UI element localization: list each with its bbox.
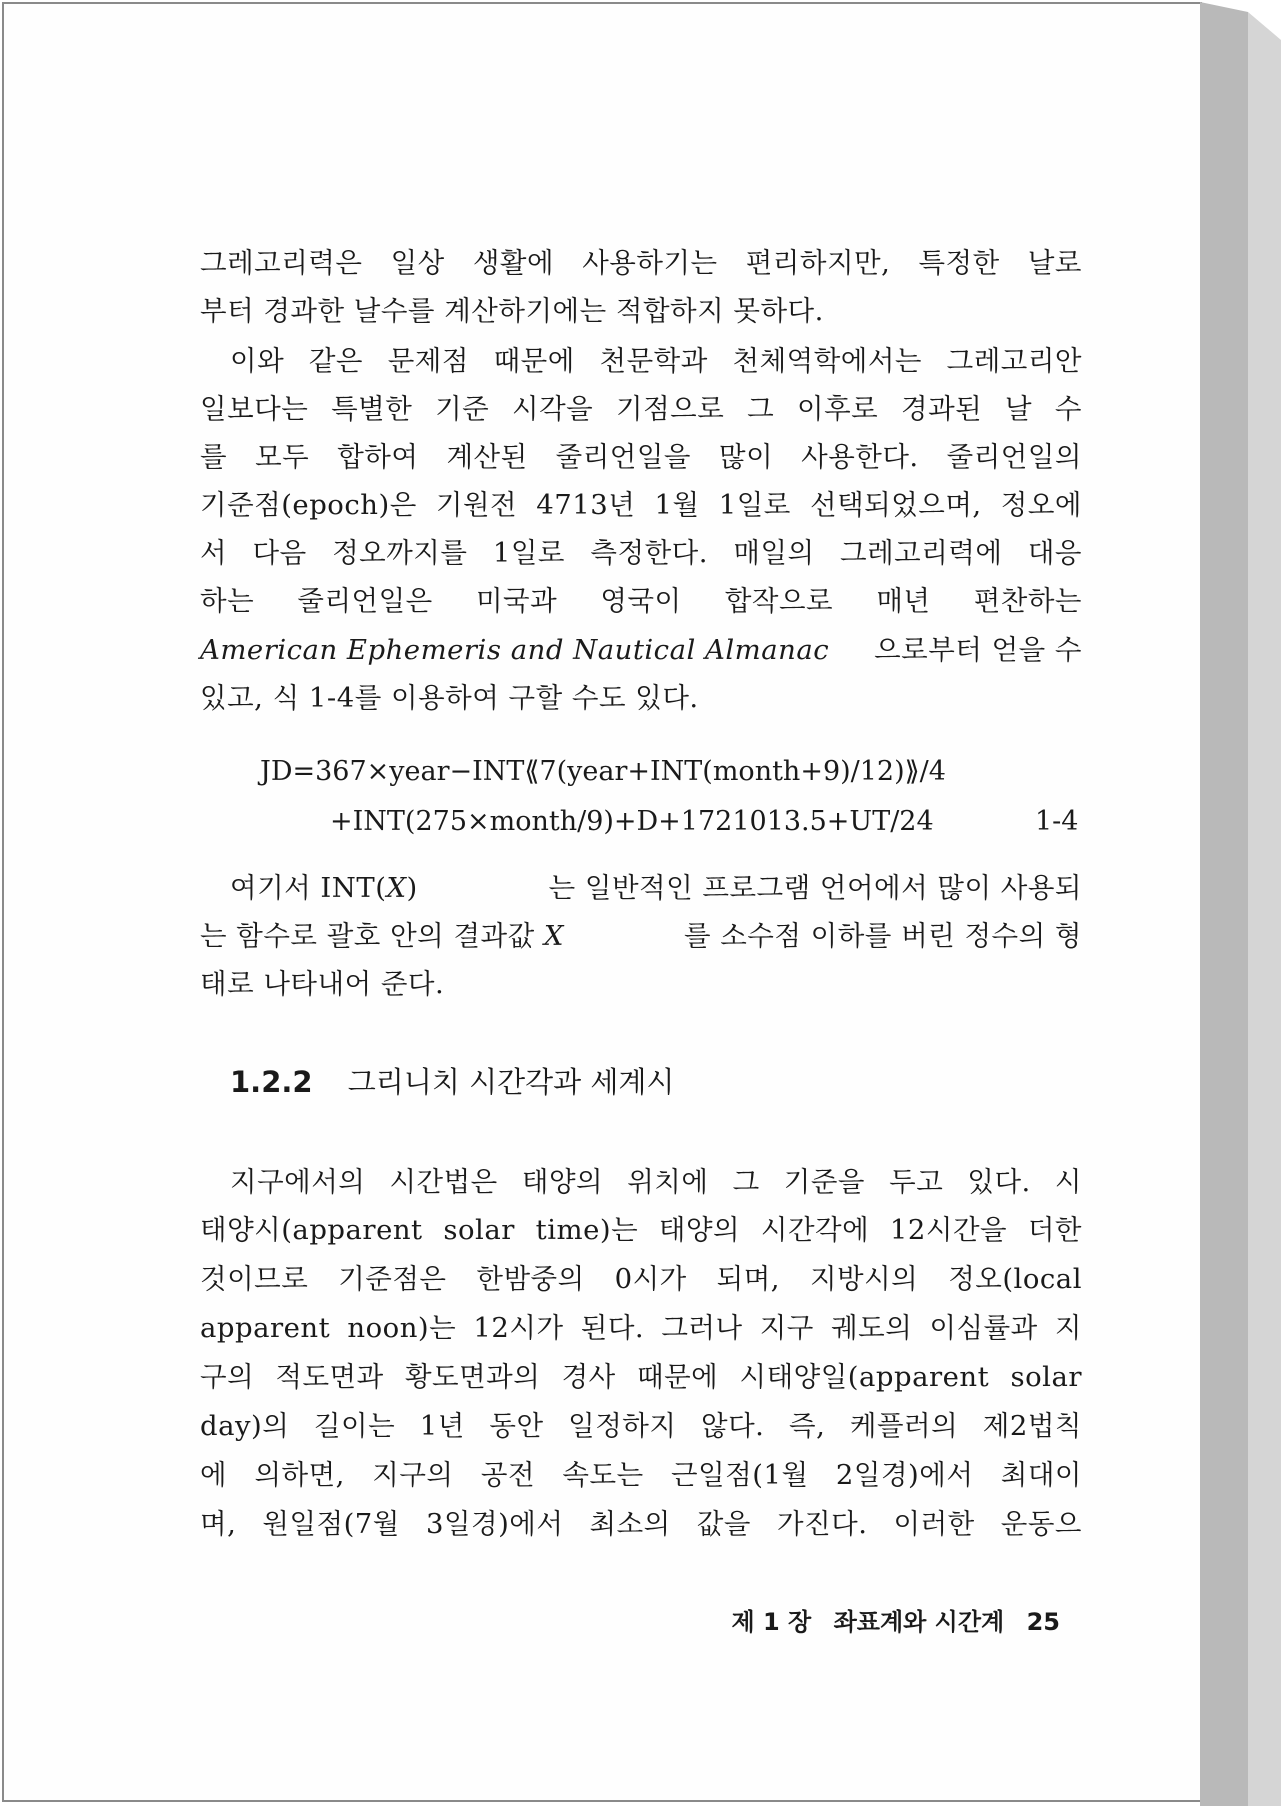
text-line (200, 916, 1082, 956)
text-line (200, 630, 1082, 670)
text-fragment: 는 함수로 괄호 안의 결과값 (200, 920, 544, 952)
equation-number: 1-4 (1035, 806, 1079, 837)
section-title: 그리니치 시간각과 세계시 (347, 1065, 675, 1099)
footer-chapter: 제 1 장 (731, 1608, 812, 1636)
variable-x: X (386, 872, 407, 904)
text-line: 지구에서의 시간법은 태양의 위치에 그 기준을 두고 있다. 시 (230, 1166, 1082, 1198)
text-fragment: 를 소수점 이하를 버린 정수의 형 (683, 920, 1082, 952)
text-line: 이와 같은 문제점 때문에 천문학과 천체역학에서는 그레고리안 (230, 345, 1082, 377)
footer-title: 좌표계와 시간계 (833, 1608, 1005, 1636)
text-line (200, 868, 1082, 908)
page-footer (700, 1605, 1060, 1639)
text-fragment: 는 일반적인 프로그램 언어에서 많이 사용되 (548, 872, 1082, 904)
publication-title: American Ephemeris and Nautical Almanac (200, 634, 830, 666)
text-fragment (230, 868, 418, 908)
text-line: 며, 원일점(7월 3일경)에서 최소의 값을 가진다. 이러한 운동으 (200, 1508, 1082, 1540)
text-line: 하는 줄리언일은 미국과 영국이 합작으로 매년 편찬하는 (200, 585, 1082, 617)
text-line: 것이므로 기준점은 한밤중의 0시가 되며, 지방시의 정오(local (200, 1263, 1082, 1295)
text-line: day)의 길이는 1년 동안 일정하지 않다. 즉, 케플러의 제2법칙 (200, 1410, 1082, 1442)
text-fragment (200, 916, 564, 956)
text-line: 있고, 식 1-4를 이용하여 구할 수도 있다. (200, 682, 699, 714)
text-line: 구의 적도면과 황도면과의 경사 때문에 시태양일(apparent solar (200, 1361, 1082, 1393)
text-line: 그레고리력은 일상 생활에 사용하기는 편리하지만, 특정한 날로 (200, 247, 1082, 279)
equation-line-1: JD=367×year−INT⟪7(year+INT(month+9)/12)⟫/4 (260, 756, 946, 787)
text-line: 기준점(epoch)은 기원전 4713년 1월 1일로 선택되었으며, 정오에 (200, 489, 1082, 521)
text-line: 태양시(apparent solar time)는 태양의 시간각에 12시간을 더한 (200, 1214, 1082, 1246)
text-line: 태로 나타내어 준다. (200, 968, 445, 1000)
page-number: 25 (1026, 1608, 1060, 1636)
text-line: 부터 경과한 날수를 계산하기에는 적합하지 못하다. (200, 295, 824, 327)
text-line: 서 다음 정오까지를 1일로 측정한다. 매일의 그레고리력에 대응 (200, 537, 1082, 569)
text-fragment: 으로부터 얻을 수 (874, 634, 1082, 666)
text-line: 에 의하면, 지구의 공전 속도는 근일점(1월 2일경)에서 최대이 (200, 1459, 1082, 1491)
variable-x: X (543, 920, 564, 952)
section-heading (230, 1060, 674, 1104)
text-fragment: 여기서 INT( (230, 872, 387, 904)
text-line: 일보다는 특별한 기준 시각을 기점으로 그 이후로 경과된 날 수 (200, 393, 1082, 425)
text-fragment: ) (406, 872, 418, 904)
section-number: 1.2.2 (230, 1065, 313, 1099)
text-line: 를 모두 합하여 계산된 줄리언일을 많이 사용한다. 줄리언일의 (200, 441, 1082, 473)
text-line: apparent noon)는 12시가 된다. 그러나 지구 궤도의 이심률과 지 (200, 1312, 1082, 1344)
equation-line-2: +INT(275×month/9)+D+1721013.5+UT/24 (330, 806, 934, 837)
